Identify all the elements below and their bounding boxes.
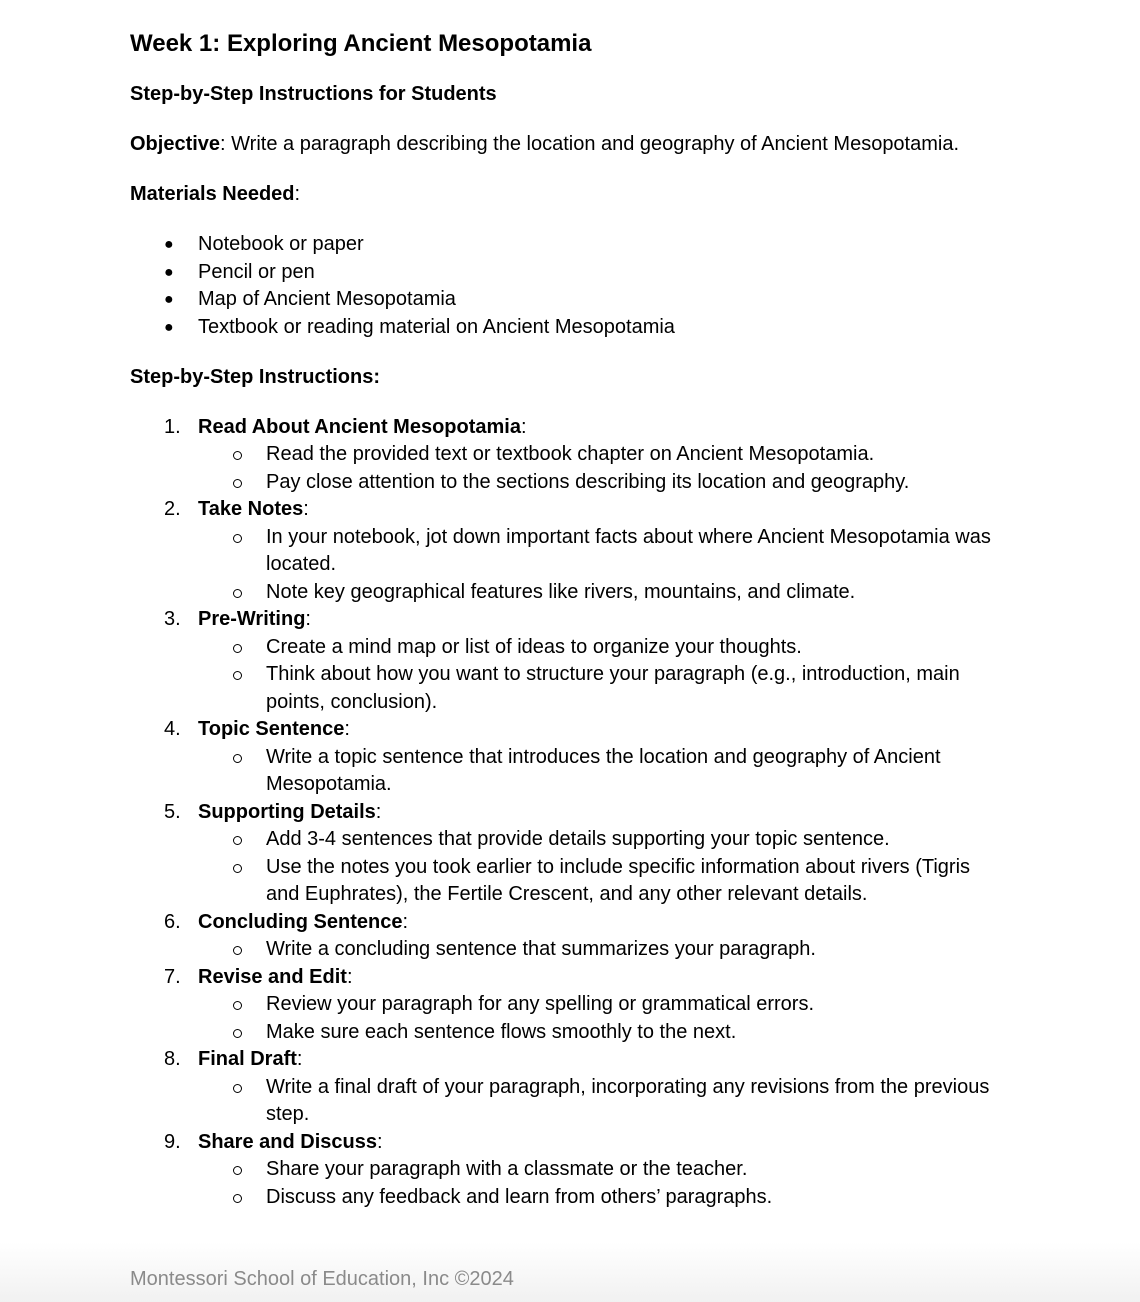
step-title: Revise and Edit — [198, 965, 347, 988]
step-title: Topic Sentence — [198, 718, 345, 740]
material-item — [130, 231, 1005, 259]
objective-label: Objective — [130, 133, 221, 155]
material-item — [130, 259, 1005, 287]
hollow-bullet-icon — [233, 1084, 242, 1093]
step-title: Concluding Sentence — [198, 910, 403, 933]
hollow-bullet-icon — [233, 1029, 242, 1038]
footer-copyright: Montessori School of Education, Inc ©2024 — [130, 1268, 514, 1290]
step-sub-item — [130, 469, 1005, 497]
step-title: Pre-Writing — [198, 608, 306, 630]
bullet-icon: ● — [164, 318, 174, 336]
hollow-bullet-icon — [233, 1166, 242, 1175]
step-title: Final Draft — [198, 1048, 297, 1070]
material-text: Notebook or paper — [198, 233, 364, 255]
instructions-heading: Step-by-Step Instructions: — [130, 365, 381, 388]
hollow-bullet-icon — [233, 836, 242, 845]
hollow-bullet-icon — [233, 864, 242, 873]
step-item — [130, 1129, 1005, 1157]
sub-text: Share your paragraph with a classmate or the teacher. — [266, 1158, 748, 1180]
step-colon: : — [296, 1048, 303, 1070]
step-number: 8. — [164, 1048, 181, 1070]
step-sub-item — [130, 744, 1005, 799]
step-number: 5. — [164, 800, 181, 823]
step-item — [130, 606, 1005, 634]
sub-text: Write a final draft of your paragraph, incorporating any revisions from the previous step. — [266, 1075, 990, 1125]
step-colon: : — [305, 608, 311, 630]
step-colon: : — [344, 718, 350, 740]
step-colon: : — [346, 965, 353, 988]
step-item — [130, 414, 1005, 442]
step-number: 1. — [164, 415, 181, 438]
step-sub-item — [130, 1019, 1005, 1047]
sub-text: Create a mind map or list of ideas to organize your thoughts. — [266, 635, 802, 658]
hollow-bullet-icon — [233, 754, 242, 763]
bullet-icon: ● — [164, 291, 174, 308]
objective-text: : Write a paragraph describing the location and geography of Ancient Mesopotamia. — [220, 133, 960, 155]
hollow-bullet-icon — [233, 479, 242, 488]
step-sub-item — [130, 579, 1005, 607]
step-sub-item — [130, 991, 1005, 1019]
sub-text: Make sure each sentence flows smoothly to the next. — [266, 1020, 737, 1043]
sub-text: Think about how you want to structure your paragraph (e.g., introduction, main points, conclusion). — [266, 663, 960, 713]
step-sub-item — [130, 854, 1005, 909]
hollow-bullet-icon — [233, 1001, 242, 1010]
step-sub-item — [130, 1156, 1005, 1184]
step-colon: : — [402, 910, 409, 933]
step-sub-item — [130, 936, 1005, 964]
step-item — [130, 964, 1005, 992]
sub-text: Add 3-4 sentences that provide details supporting your topic sentence. — [266, 828, 890, 850]
bullet-icon: ● — [164, 263, 174, 281]
step-sub-item — [130, 1074, 1005, 1129]
step-item — [130, 496, 1005, 524]
sub-text: Write a concluding sentence that summarizes your paragraph. — [266, 938, 816, 960]
step-sub-item — [130, 1184, 1005, 1212]
material-text: Pencil or pen — [198, 260, 315, 283]
step-title: Supporting Details — [198, 800, 376, 823]
step-colon: : — [376, 1130, 383, 1153]
page-title: Week 1: Exploring Ancient Mesopotamia — [130, 30, 592, 57]
step-item — [130, 799, 1005, 827]
sub-text: Pay close attention to the sections describing its location and geography. — [266, 470, 910, 493]
step-number: 4. — [164, 718, 181, 740]
sub-text: Use the notes you took earlier to include specific information about rivers (Tigris and Euphrates), the Fertile Crescent, and any other relevant details. — [266, 855, 971, 905]
sub-text: Discuss any feedback and learn from others’ paragraphs. — [266, 1185, 773, 1208]
materials-label: Materials Needed — [130, 183, 295, 205]
materials-heading — [130, 181, 1005, 209]
hollow-bullet-icon — [233, 1194, 242, 1203]
step-sub-item — [130, 826, 1005, 854]
material-item — [130, 286, 1005, 314]
step-number: 3. — [164, 608, 181, 630]
hollow-bullet-icon — [233, 451, 242, 460]
hollow-bullet-icon — [233, 534, 242, 543]
step-sub-item — [130, 634, 1005, 662]
bullet-icon: ● — [164, 236, 174, 253]
step-item — [130, 1046, 1005, 1074]
hollow-bullet-icon — [233, 946, 242, 955]
step-colon: : — [303, 498, 309, 520]
material-text: Textbook or reading material on Ancient Mesopotamia — [198, 315, 675, 338]
objective — [130, 131, 1005, 159]
hollow-bullet-icon — [233, 589, 242, 598]
step-title: Read About Ancient Mesopotamia — [198, 415, 521, 438]
step-title: Take Notes — [198, 498, 304, 520]
material-text: Map of Ancient Mesopotamia — [198, 288, 456, 310]
subtitle: Step-by-Step Instructions for Students — [130, 83, 497, 105]
steps-list — [130, 414, 1005, 1212]
material-item — [130, 314, 1005, 342]
sub-text: Write a topic sentence that introduces the location and geography of Ancient Mesopotamia. — [266, 745, 941, 795]
step-title: Share and Discuss — [198, 1130, 377, 1153]
step-number: 2. — [164, 498, 181, 520]
materials-colon: : — [294, 183, 301, 205]
materials-list — [130, 231, 1005, 341]
sub-text: Review your paragraph for any spelling or grammatical errors. — [266, 993, 815, 1015]
document-page — [130, 28, 1005, 1211]
hollow-bullet-icon — [233, 671, 242, 680]
sub-text: Read the provided text or textbook chapter on Ancient Mesopotamia. — [266, 443, 875, 465]
hollow-bullet-icon — [233, 644, 242, 653]
step-colon: : — [375, 800, 382, 823]
step-sub-item — [130, 524, 1005, 579]
step-number: 7. — [164, 965, 181, 988]
sub-text: In your notebook, jot down important facts about where Ancient Mesopotamia was located. — [266, 525, 991, 575]
step-colon: : — [521, 415, 527, 438]
step-sub-item — [130, 441, 1005, 469]
step-item — [130, 716, 1005, 744]
sub-text: Note key geographical features like rivers, mountains, and climate. — [266, 580, 856, 603]
step-sub-item — [130, 661, 1005, 716]
step-item — [130, 909, 1005, 937]
step-number: 9. — [164, 1130, 181, 1153]
step-number: 6. — [164, 910, 181, 933]
